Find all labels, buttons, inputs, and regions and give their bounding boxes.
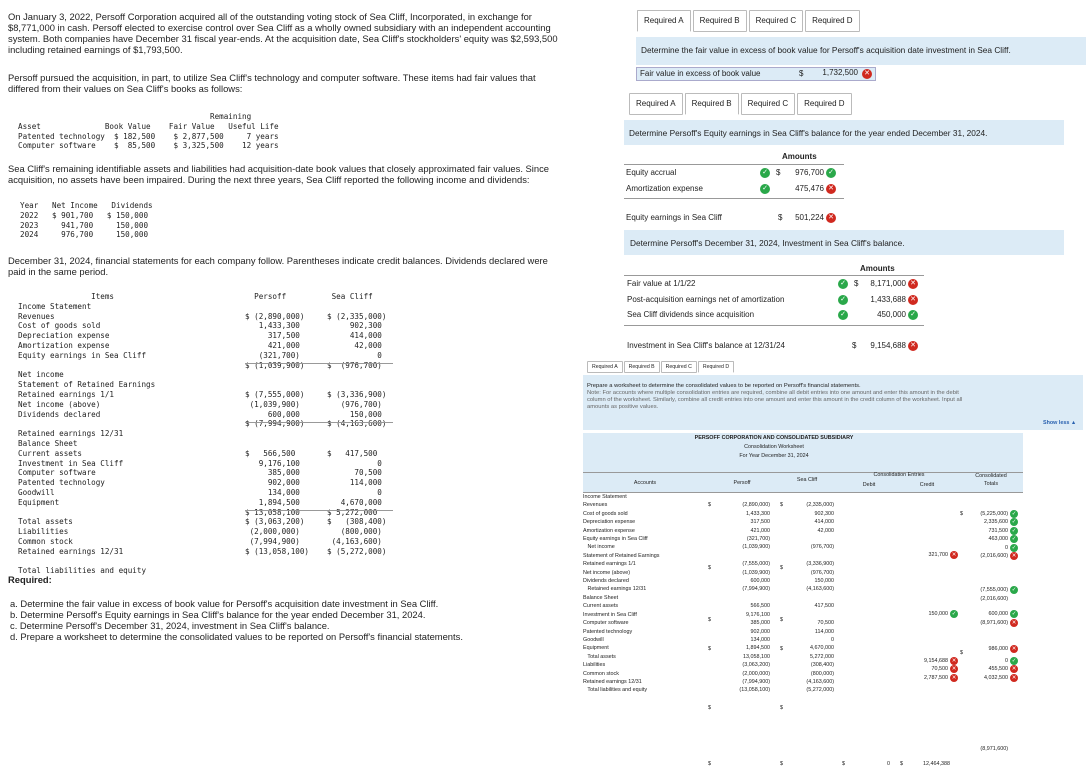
tab-required-b[interactable]: Required B: [693, 10, 747, 32]
req-c-row3-input[interactable]: 450,000: [877, 310, 906, 319]
req-c-col-header: Amounts: [860, 264, 895, 273]
tab-required-a[interactable]: Required A: [587, 361, 623, 373]
x-circle-icon: ✕: [1011, 666, 1017, 672]
ws-seacliff-column: (2,335,000) 902,300 414,000 42,000 (976,700) (3,336,900) (976,700) 150,000 (4,163,600) 417,500 70,500 114,000 0 4,670,000 5,272,000 (308,400) (800,000) (4,163,600) (5,272,000): [806, 502, 834, 694]
ws-col-persoff: Persoff: [733, 480, 751, 486]
check-circle-icon: ✓: [908, 310, 918, 320]
tab-required-d[interactable]: Required D: [797, 93, 851, 115]
req-c-row1-input[interactable]: 8,171,000: [870, 279, 906, 288]
show-less-link[interactable]: Show less ▲: [1043, 420, 1077, 426]
ws-total-credit: 12,464,388: [923, 761, 950, 767]
ws-title-2: Consolidation Worksheet: [744, 444, 804, 450]
req-b-row1-label: Equity accrual: [626, 168, 677, 177]
ws-credit-dividends-input[interactable]: 150,000: [928, 611, 948, 617]
req-c-total-label: Investment in Sea Cliff's balance at 12/31/24: [627, 341, 785, 350]
req-c-total-input[interactable]: 9,154,688: [870, 341, 906, 350]
req-a-instruction: Determine the fair value in excess of book value for Persoff's acquisition date investment in Sea Cliff.: [641, 45, 1011, 55]
req-b-row1-input[interactable]: 976,700: [795, 168, 824, 177]
check-circle-icon: ✓: [1011, 536, 1017, 542]
tabs-required-d: [587, 361, 735, 373]
check-circle-icon: ✓: [1011, 658, 1017, 664]
ws-title-1: PERSOFF CORPORATION AND CONSOLIDATED SUBSIDIARY: [694, 435, 854, 441]
fs-persoff-column: Persoff $ (2,890,000) 1,433,300 317,500 421,000 (321,700) $ (1,039,900) $ (7,555,000) (1,039,900) 600,000 $ (7,994,900) $ 566,500 9,176,100 385,000 902,000 134,000 1,894,500 $ 13,058,100 $ (3,063,200) (2,000,000) (7,994,900) $ (13,058,100): [245, 292, 310, 556]
x-circle-icon: ✕: [908, 279, 918, 289]
check-circle-icon: ✓: [826, 168, 836, 178]
ws-total-re-bs[interactable]: (8,971,600): [980, 746, 1008, 752]
req-b-total-label: Equity earnings in Sea Cliff: [626, 213, 722, 222]
fs-intro: December 31, 2024, financial statements for each company follow. Parentheses indicate credit balances. Dividends declared were paid in the same period.: [8, 255, 548, 277]
check-circle-icon: ✓: [760, 168, 770, 178]
tab-required-c[interactable]: Required C: [741, 93, 795, 115]
tabs-required-b: [629, 93, 854, 115]
x-circle-icon: ✕: [1011, 675, 1017, 681]
check-circle-icon: ✓: [838, 310, 848, 320]
required-heading: Required:: [8, 574, 52, 585]
check-circle-icon: ✓: [760, 184, 770, 194]
tab-required-d[interactable]: Required D: [805, 10, 859, 32]
required-items: a. Determine the fair value in excess of book value for Persoff's acquisition date investment in Sea Cliff. b. Determine Persoff's Equity earnings in Sea Cliff's balance for the year ended December 31, 2024. c. Determine Persoff's December 31, 2024, investment in Sea Cliff's balance. d. Prepare a worksheet to determine the consolidated values to be reported on Persoff's financial statements.: [10, 598, 463, 642]
x-circle-icon: ✕: [908, 341, 918, 351]
check-circle-icon: ✓: [1011, 519, 1017, 525]
currency-symbol: $: [799, 69, 804, 78]
divider: [245, 422, 393, 423]
tab-required-b[interactable]: Required B: [685, 93, 739, 115]
check-circle-icon: ✓: [838, 295, 848, 305]
check-circle-icon: ✓: [951, 611, 957, 617]
ws-col-accounts: Accounts: [633, 480, 657, 486]
asset-fair-value-table: Remaining Asset Book Value Fair Value Useful Life Patented technology $ 182,500 $ 2,877,500 7 years Computer software $ 85,500 $ 3,325,500 12 years: [18, 112, 279, 151]
check-circle-icon: ✓: [1011, 528, 1017, 534]
ws-title-3: For Year December 31, 2024: [739, 453, 809, 459]
check-circle-icon: ✓: [838, 279, 848, 289]
x-circle-icon: ✕: [951, 658, 957, 664]
x-circle-icon: ✕: [826, 184, 836, 194]
req-c-row3-label: Sea Cliff dividends since acquisition: [627, 310, 755, 319]
req-b-row2-label: Amortization expense: [626, 184, 703, 193]
req-b-row2-input[interactable]: 475,476: [795, 184, 824, 193]
ws-total-depreciation[interactable]: 731,500: [988, 528, 1008, 534]
x-circle-icon: ✕: [1011, 646, 1017, 652]
problem-intro: On January 3, 2022, Persoff Corporation acquired all of the outstanding voting stock of Sea Cliff, Incorporated, in exchange for $8,771,000 in cash. Persoff elected to exercise control over Sea Cliff as a wholly owned subsidiary with an independent accounting system. Both companies have December 31 fiscal year-ends. At the acquisition date, Sea Cliff's stockholders' equity was $2,593,500 including retained earnings of $1,793,500.: [8, 11, 558, 55]
ws-credit-equity-input[interactable]: 321,700: [928, 552, 948, 558]
tab-required-c[interactable]: Required C: [749, 10, 803, 32]
ws-col-seacliff: Sea Cliff: [796, 477, 818, 483]
x-circle-icon: ✕: [908, 295, 918, 305]
x-circle-icon: ✕: [951, 552, 957, 558]
x-circle-icon: ✕: [826, 213, 836, 223]
ws-total-amortization[interactable]: 463,000: [988, 536, 1008, 542]
tab-required-a[interactable]: Required A: [637, 10, 691, 32]
tabs-required-a: [637, 10, 862, 32]
ws-total-software[interactable]: 455,500: [988, 666, 1008, 672]
ws-total-net-income[interactable]: (2,016,600): [980, 553, 1008, 559]
ws-total-re-1-1[interactable]: (7,555,000): [980, 587, 1008, 593]
ws-accounts-column: Income Statement Revenues Cost of goods sold Depreciation expense Amortization expense Equity earnings in Sea Cliff Net income Statement of Retained Earnings Retained earnings 1/1 Net income (above) Dividends declared Retained earnings 12/31 Balance Sheet Current assets Investment in Sea Cliff Computer software Patented technology Goodwill Equipment Total assets Liabilities Common stock Retained earnings 12/31 Total liabilities and equity: [583, 494, 660, 694]
check-circle-icon: ✓: [1011, 511, 1017, 517]
ws-total-current-assets[interactable]: 986,000: [988, 646, 1008, 652]
tab-required-c[interactable]: Required C: [661, 361, 697, 373]
req-b-total-input[interactable]: 501,224: [795, 213, 824, 222]
ws-total-debit: 0: [887, 761, 890, 767]
x-circle-icon: ✕: [1011, 553, 1017, 559]
ws-total-dividends[interactable]: 600,000: [988, 611, 1008, 617]
check-circle-icon: ✓: [1011, 545, 1017, 551]
check-circle-icon: ✓: [1011, 587, 1017, 593]
divider: [245, 363, 393, 364]
ws-total-ni-above[interactable]: (2,016,600): [980, 596, 1008, 602]
req-b-instruction: Determine Persoff's Equity earnings in Sea Cliff's balance for the year ended December 31, 2024.: [629, 128, 988, 138]
ws-col-credit: Credit: [919, 482, 935, 488]
income-dividends-table: Year Net Income Dividends 2022 $ 901,700 $ 150,000 2023 941,700 150,000 2024 976,700 150,000: [20, 201, 153, 240]
problem-remaining: Sea Cliff's remaining identifiable assets and liabilities had acquisition-date book values that closely approximated fair values. Since acquisition, no assets have been impaired. During the next three years, Sea Cliff reported the following income and dividends:: [8, 163, 549, 185]
x-circle-icon: ✕: [862, 69, 872, 79]
ws-total-patented[interactable]: 4,032,500: [984, 675, 1008, 681]
x-circle-icon: ✕: [951, 675, 957, 681]
ws-credit-patented-input[interactable]: 2,787,500: [924, 675, 948, 681]
req-c-row2-label: Post-acquisition earnings net of amortization: [627, 295, 785, 304]
x-circle-icon: ✕: [951, 666, 957, 672]
tab-required-a[interactable]: Required A: [629, 93, 683, 115]
ws-col-totals-2: Totals: [983, 481, 999, 487]
req-d-instruction: Prepare a worksheet to determine the consolidated values to be reported on Persoff's financial statements.: [587, 383, 861, 389]
ws-total-re-12-31[interactable]: (8,971,600): [980, 620, 1008, 626]
req-c-row1-label: Fair value at 1/1/22: [627, 279, 696, 288]
x-circle-icon: ✕: [1011, 620, 1017, 626]
check-circle-icon: ✓: [1011, 611, 1017, 617]
req-c-instruction: Determine Persoff's December 31, 2024, Investment in Sea Cliff's balance.: [630, 238, 905, 248]
req-d-note: Note: For accounts where multiple consolidation entries are required, combine all debit entries into one amount and enter this amount in the debit column of the worksheet. Similarly, combine all credit entries into one amount and enter this amount in the credit column of the worksheet. Input all amounts as positive values.: [587, 390, 963, 410]
ws-total-equity[interactable]: 0: [1005, 545, 1008, 551]
divider: [245, 510, 393, 511]
ws-total-cogs[interactable]: 2,335,600: [984, 519, 1008, 525]
ws-col-totals-1: Consolidated: [975, 473, 1007, 479]
ws-persoff-column: (2,890,000) 1,433,300 317,500 421,000 (321,700) (1,039,900) (7,555,000) (1,039,900) 600,000 (7,994,900) 566,500 9,176,100 385,000 902,000 134,000 1,894,500 13,058,100 (3,063,200) (2,000,000) (7,994,900) (13,058,100): [739, 502, 770, 694]
problem-pursued: Persoff pursued the acquisition, in part, to utilize Sea Cliff's technology and computer software. These items had fair values that differed from their values on Sea Cliff's books as follows:: [8, 72, 536, 94]
req-a-value-input[interactable]: 1,732,500: [822, 68, 858, 77]
req-a-label: Fair value in excess of book value: [640, 69, 761, 78]
ws-total-investment[interactable]: 0: [1005, 658, 1008, 664]
req-b-col-header: Amounts: [782, 152, 817, 161]
fs-seacliff-column: Sea Cliff $ (2,335,000) 902,300 414,000 42,000 0 $ (976,700) $ (3,336,900) (976,700) 150,000 $ (4,163,600) $ 417,500 0 70,500 114,000 0 4,670,000 $ 5,272,000 $ (308,400) (800,000) (4,163,600) $ (5,272,000): [327, 292, 387, 556]
fs-item-labels: Items Income Statement Revenues Cost of goods sold Depreciation expense Amortization expense Equity earnings in Sea Cliff Net income Statement of Retained Earnings Retained earnings 1/1 Net income (above) Dividends declared Retained earnings 12/31 Balance Sheet Current assets Investment in Sea Cliff Computer software Patented technology Goodwill Equipment Total assets Liabilities Common stock Retained earnings 12/31 Total liabilities and equity: [18, 292, 156, 576]
ws-total-revenues[interactable]: (5,225,000): [980, 511, 1008, 517]
ws-col-debit: Debit: [862, 482, 876, 488]
tab-required-b[interactable]: Required B: [624, 361, 660, 373]
ws-col-entries: Consolidation Entries: [873, 472, 925, 478]
tab-required-d[interactable]: Required D: [698, 361, 734, 373]
ws-credit-investment-input[interactable]: 9,154,688: [924, 658, 948, 664]
req-c-row2-input[interactable]: 1,433,688: [870, 295, 906, 304]
ws-credit-software-input[interactable]: 70,500: [931, 666, 948, 672]
